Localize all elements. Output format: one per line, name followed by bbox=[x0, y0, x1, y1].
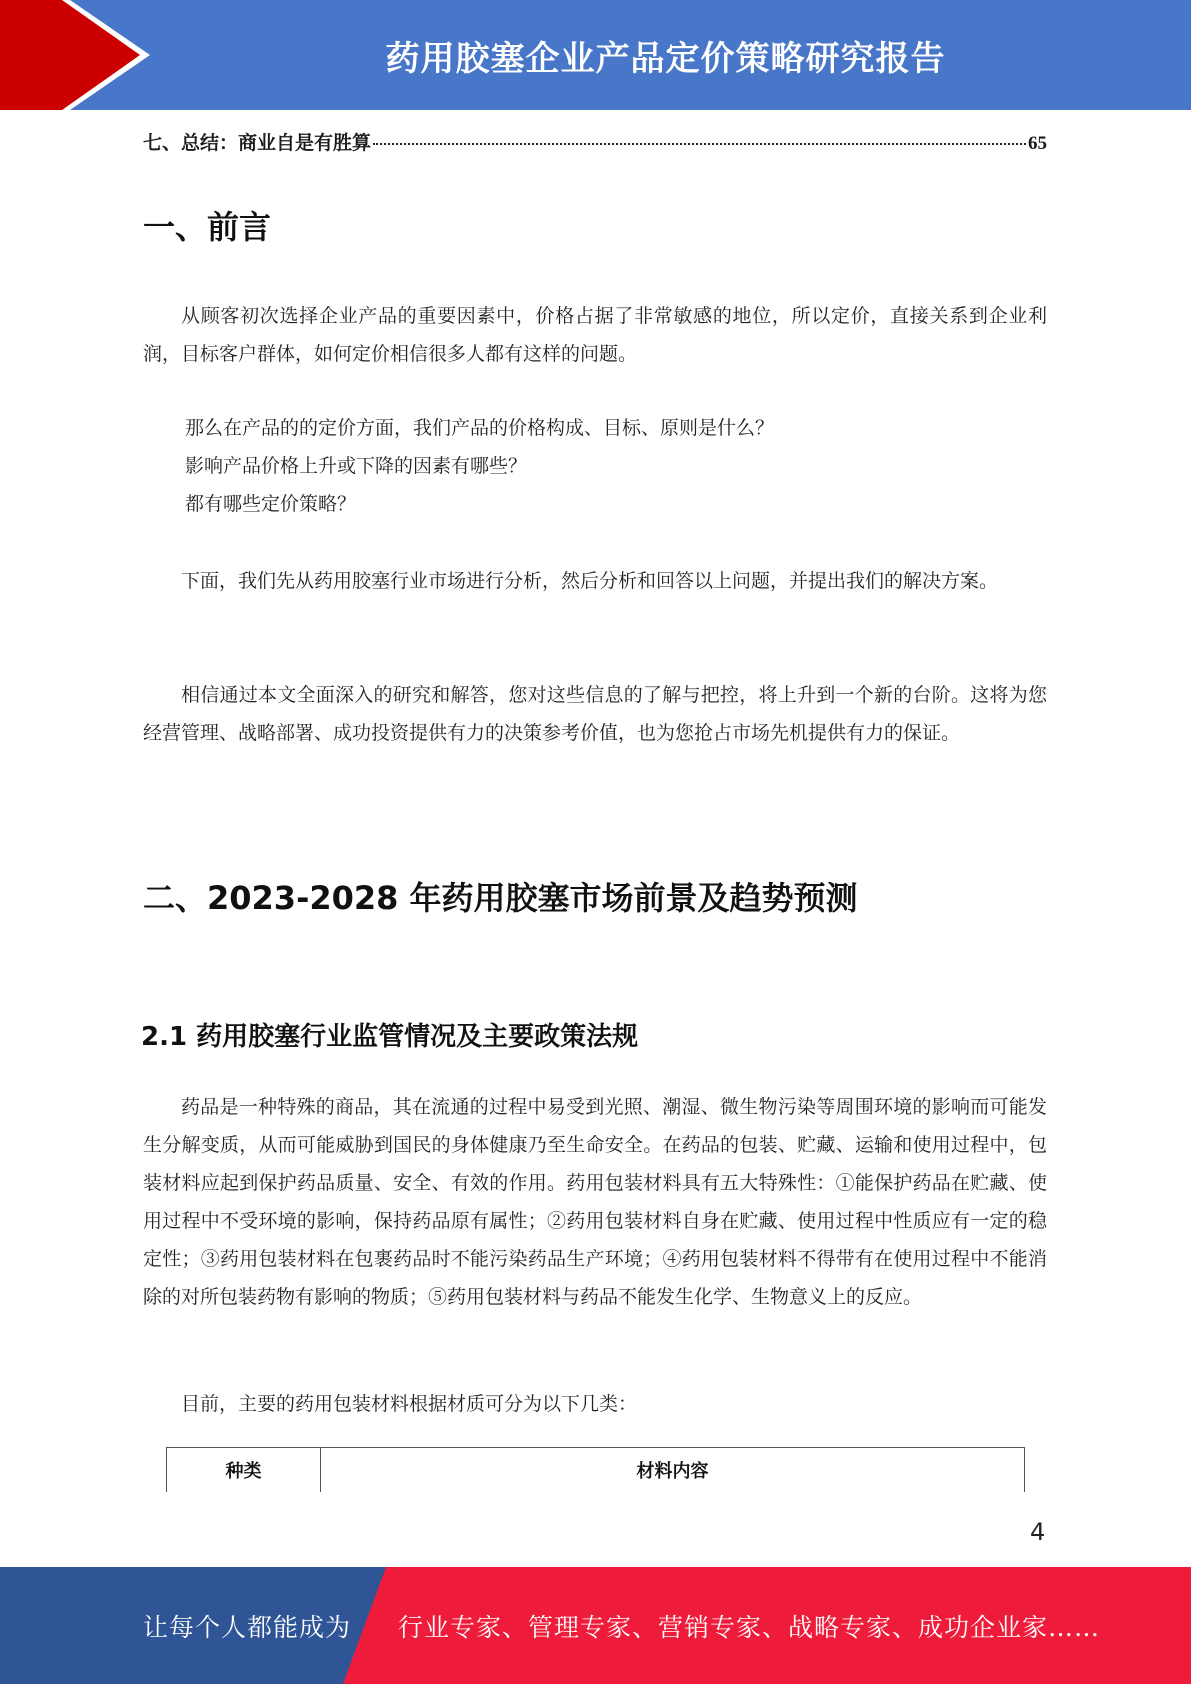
regulation-paragraph-2: 目前，主要的药用包装材料根据材质可分为以下几类： bbox=[181, 1393, 638, 1415]
toc-entry-page: 65 bbox=[1028, 133, 1047, 154]
subsection-heading-regulation: 2.1 药用胶塞行业监管情况及主要政策法规 bbox=[141, 1022, 639, 1052]
page-header bbox=[0, 0, 1191, 110]
regulation-paragraph-1: 药品是一种特殊的商品，其在流通的过程中易受到光照、潮湿、微生物污染等周围环境的影响而可能发生分解变质，从而可能威胁到国民的身体健康乃至生命安全。在药品的包装、贮藏、运输和使用过程中，包装材料应起到保护药品质量、安全、有效的作用。药用包装材料具有五大特殊性：①能保护药品在贮藏、使用过程中不受环境的影响，保持药品原有属性；②药用包装材料自身在贮藏、使用过程中性质应有一定的稳定性；③药用包装材料在包裹药品时不能污染药品生产环境；④药用包装材料不得带有在使用过程中不能消除的对所包装药物有影响的物质；⑤药用包装材料与药品不能发生化学、生物意义上的反应。 bbox=[143, 1096, 1047, 1308]
preface-paragraph-1: 从顾客初次选择企业产品的重要因素中，价格占据了非常敏感的地位，所以定价，直接关系到企业利润，目标客户群体，如何定价相信很多人都有这样的问题。 bbox=[143, 305, 1047, 365]
toc-entry-label: 七、总结：商业自是有胜算 bbox=[143, 133, 372, 154]
table-header-row bbox=[167, 1448, 1025, 1493]
footer-slogan-right: 行业专家、管理专家、营销专家、战略专家、成功企业家…… bbox=[398, 1612, 1101, 1642]
header-arrow-decoration bbox=[0, 0, 160, 110]
toc-leader-dots bbox=[373, 143, 1026, 145]
materials-table bbox=[166, 1447, 1025, 1491]
preface-question-1: 那么在产品的的定价方面，我们产品的价格构成、目标、原则是什么？ bbox=[185, 417, 775, 439]
table-header-type: 种类 bbox=[167, 1448, 321, 1493]
toc-entry[interactable] bbox=[143, 128, 1047, 158]
section-heading-market-outlook: 二、2023-2028 年药用胶塞市场前景及趋势预测 bbox=[143, 879, 858, 917]
page-number: 4 bbox=[1030, 1518, 1046, 1546]
table-header-material: 材料内容 bbox=[321, 1448, 1025, 1493]
section-heading-preface: 一、前言 bbox=[143, 208, 272, 246]
footer-slogan-left: 让每个人都能成为 bbox=[143, 1612, 352, 1642]
preface-question-3: 都有哪些定价策略？ bbox=[185, 493, 357, 515]
page-footer bbox=[0, 1567, 1191, 1684]
preface-question-2: 影响产品价格上升或下降的因素有哪些？ bbox=[185, 455, 528, 477]
preface-paragraph-3: 相信通过本文全面深入的研究和解答，您对这些信息的了解与把控，将上升到一个新的台阶。这将为您经营管理、战略部署、成功投资提供有力的决策参考价值，也为您抢占市场先机提供有力的保证。 bbox=[143, 684, 1047, 744]
header-title: 药用胶塞企业产品定价策略研究报告 bbox=[385, 38, 946, 79]
preface-paragraph-2: 下面，我们先从药用胶塞行业市场进行分析，然后分析和回答以上问题，并提出我们的解决方案。 bbox=[181, 570, 999, 592]
